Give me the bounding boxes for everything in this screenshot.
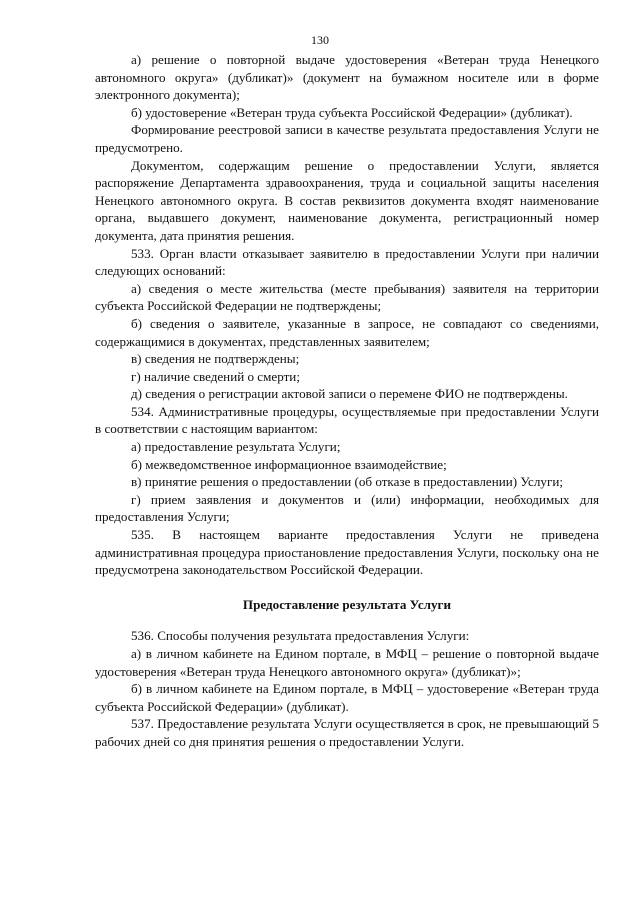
paragraph: б) межведомственное информационное взаимодействие;: [131, 456, 447, 472]
paragraph: а) предоставление результата Услуги;: [131, 439, 341, 455]
paragraph: а) сведения о месте жительства (месте пребывания) заявителя на территории субъекта Российской Федерации не подтверждены;: [95, 280, 599, 314]
paragraph: а) в личном кабинете на Едином портале, в МФЦ – решение о повторной выдаче удостоверения «Ветеран труда Ненецкого автономного округа» (дубликат)»;: [95, 646, 599, 679]
paragraph: Формирование реестровой записи в качестве результата предоставления Услуги не предусмотрено.: [95, 122, 599, 155]
paragraph: 533. Орган власти отказывает заявителю в предоставлении Услуги при наличии следующих оснований:: [95, 245, 599, 279]
paragraph: г) прием заявления и документов и (или) информации, необходимых для предоставления Услуги;: [95, 491, 599, 525]
paragraph: б) удостоверение «Ветеран труда субъекта Российской Федерации» (дубликат).: [131, 104, 573, 120]
section-heading: Предоставление результата Услуги: [242, 596, 452, 612]
paragraph: 534. Административные процедуры, осуществляемые при предоставлении Услуги в соответствии с настоящим вариантом:: [95, 403, 599, 437]
paragraph: в) сведения не подтверждены;: [131, 351, 300, 367]
paragraph: д) сведения о регистрации актовой записи о перемене ФИО не подтверждены.: [131, 386, 568, 402]
paragraph: в) принятие решения о предоставлении (об отказе в предоставлении) Услуги;: [131, 474, 563, 490]
paragraph: 536. Способы получения результата предоставления Услуги:: [131, 628, 470, 644]
paragraph: б) сведения о заявителе, указанные в запросе, не совпадают со сведениями, содержащимися в документах, представленных заявителем;: [95, 315, 599, 349]
paragraph: Документом, содержащим решение о предоставлении Услуги, является распоряжение Департамента здравоохранения, труда и социальной защиты населения Ненецкого автономного округа. В состав реквизитов документа входят наименование органа, выдавшего документ, наименование документа, регистрационный номер документа, дата принятия решения.: [95, 157, 599, 243]
paragraph: 535. В настоящем варианте предоставления Услуги не приведена административная процедура приостановление предоставления Услуги, поскольку она не предусмотрена законодательством Российской Федерации.: [95, 527, 599, 578]
paragraph: 537. Предоставление результата Услуги осуществляется в срок, не превышающий 5 рабочих дней со дня принятия решения о предоставлении Услуги.: [95, 716, 599, 749]
document-body: [95, 51, 599, 751]
paragraph: б) в личном кабинете на Едином портале, в МФЦ – удостоверение «Ветеран труда субъекта Российской Федерации» (дубликат).: [95, 681, 599, 714]
paragraph: а) решение о повторной выдаче удостоверения «Ветеран труда Ненецкого автономного округа» (дубликат)» (документ на бумажном носителе или в форме электронного документа);: [95, 52, 599, 103]
paragraph: г) наличие сведений о смерти;: [131, 368, 300, 384]
page-number: 130: [311, 33, 329, 47]
